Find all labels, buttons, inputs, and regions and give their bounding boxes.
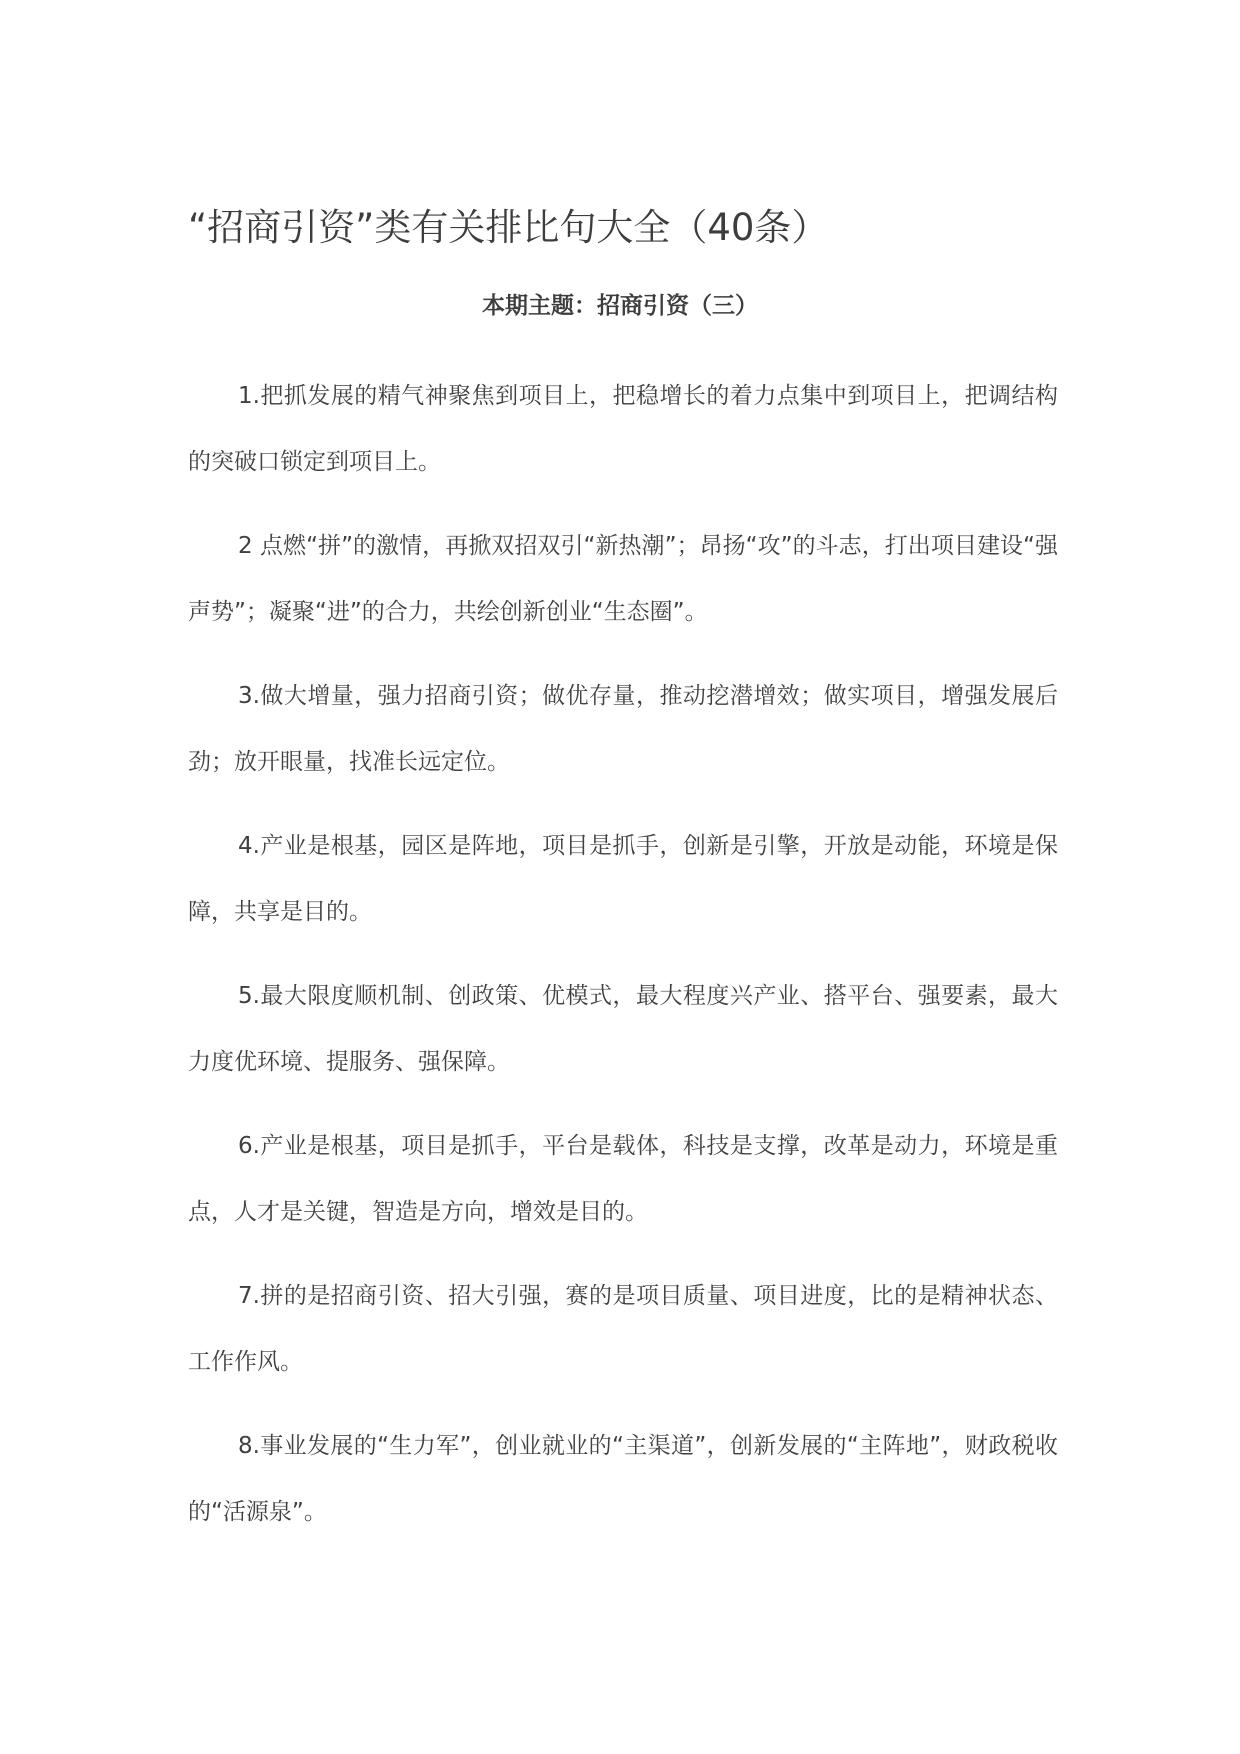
document-title: “招商引资”类有关排比句大全（40条） xyxy=(188,206,829,249)
list-item: 2 点燃“拼”的激情，再掀双招双引“新热潮”；昂扬“攻”的斗志，打出项目建设“强声势”；凝聚“进”的合力，共绘创新创业“生态圈”。 xyxy=(188,533,1058,625)
list-item: 3.做大增量，强力招商引资；做优存量，推动挖潜增效；做实项目，增强发展后劲；放开眼量，找准长远定位。 xyxy=(188,683,1058,775)
list-item: 1.把抓发展的精气神聚焦到项目上，把稳增长的着力点集中到项目上，把调结构的突破口锁定到项目上。 xyxy=(188,383,1058,475)
item-list xyxy=(188,363,1058,1563)
list-item: 5.最大限度顺机制、创政策、优模式，最大程度兴产业、搭平台、强要素，最大力度优环境、提服务、强保障。 xyxy=(188,983,1058,1075)
document-subtitle: 本期主题：招商引资（三） xyxy=(482,293,758,319)
list-item: 7.拼的是招商引资、招大引强，赛的是项目质量、项目进度，比的是精神状态、工作作风。 xyxy=(188,1283,1058,1375)
list-item: 8.事业发展的“生力军”，创业就业的“主渠道”，创新发展的“主阵地”，财政税收的“活源泉”。 xyxy=(188,1433,1058,1525)
list-item: 6.产业是根基，项目是抓手，平台是载体，科技是支撑，改革是动力，环境是重点，人才是关键，智造是方向，增效是目的。 xyxy=(188,1133,1058,1225)
list-item: 4.产业是根基，园区是阵地，项目是抓手，创新是引擎，开放是动能，环境是保障，共享是目的。 xyxy=(188,833,1058,925)
